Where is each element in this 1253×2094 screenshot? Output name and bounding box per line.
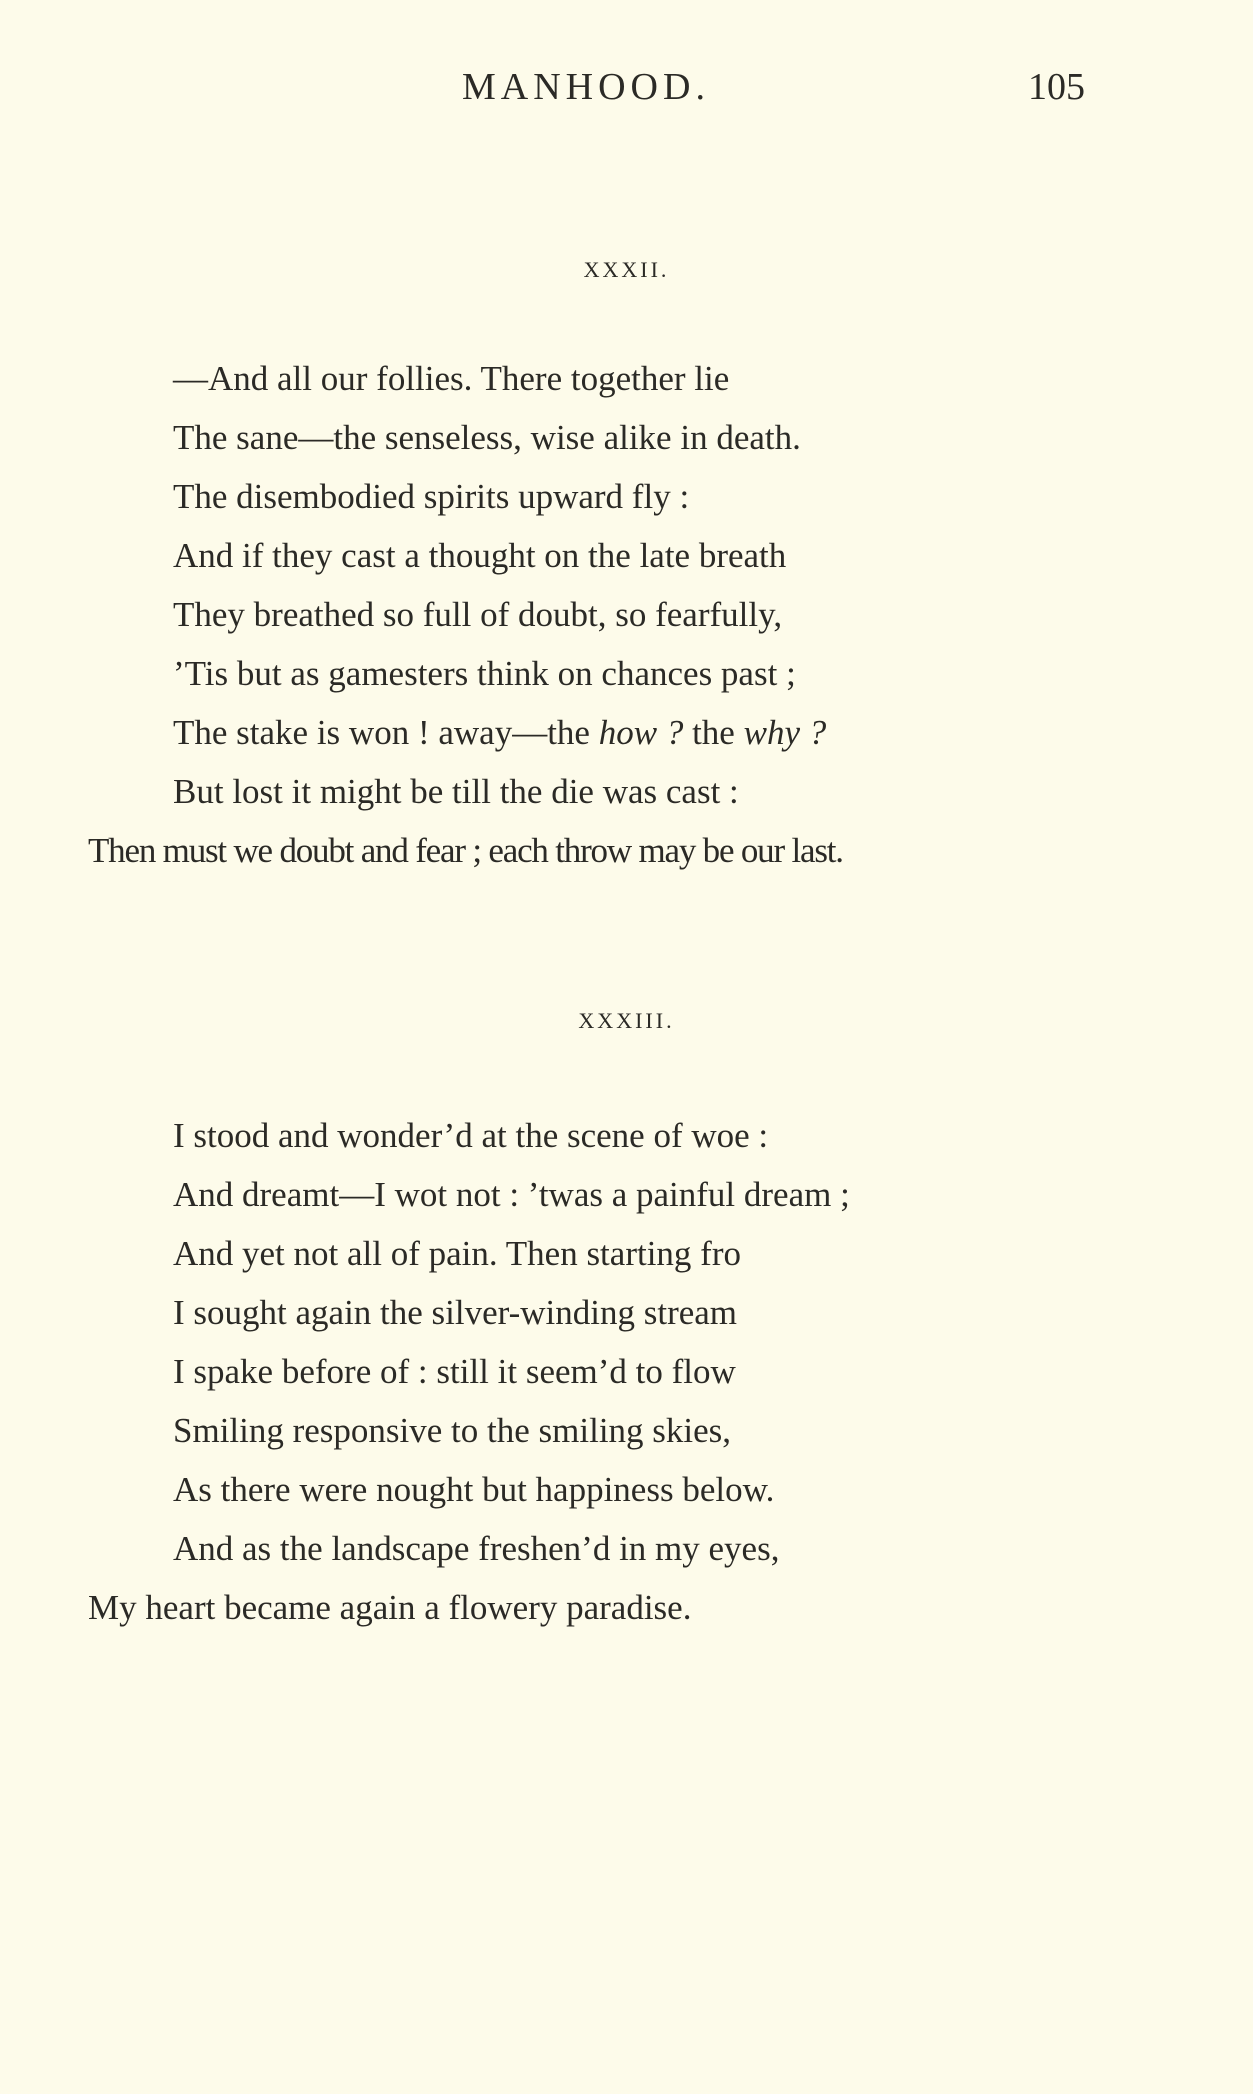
verse-line: ’Tis but as gamesters think on chances past ;	[173, 654, 796, 693]
verse-line: And yet not all of pain. Then starting fro	[173, 1234, 741, 1273]
running-title: MANHOOD.	[462, 66, 710, 108]
verse-line: I stood and wonder’d at the scene of woe :	[173, 1116, 769, 1155]
verse-line: I sought again the silver-winding stream	[173, 1293, 738, 1332]
stanza	[0, 1106, 1253, 1637]
verse-line: And as the landscape freshen’d in my eyes,	[173, 1529, 780, 1568]
verse-line: And dreamt—I wot not : ’twas a painful dream ;	[173, 1175, 850, 1214]
verse-line: Smiling responsive to the smiling skies,	[173, 1411, 732, 1450]
italic-word: why ?	[743, 713, 827, 752]
verse-line: I spake before of : still it seem’d to flow	[173, 1352, 736, 1391]
verse-line	[88, 821, 1253, 880]
verse-line: My heart became again a flowery paradise.	[88, 1588, 692, 1627]
verse-text: Then must we doubt and fear ; each throw may be our last.	[88, 831, 843, 870]
stanza-number: XXXII.	[583, 257, 670, 282]
running-head	[0, 62, 1253, 112]
verse-line: The disembodied spirits upward fly :	[173, 477, 690, 516]
verse-line: But lost it might be till the die was cast :	[173, 772, 739, 811]
verse-line: And if they cast a thought on the late breath	[173, 536, 787, 575]
verse-line: The sane—the senseless, wise alike in death.	[173, 418, 801, 457]
page-number: 105	[1028, 66, 1085, 108]
stanza-number: XXXIII.	[578, 1008, 675, 1033]
verse-line	[173, 703, 1253, 762]
verse-line: They breathed so full of doubt, so fearfully,	[173, 595, 783, 634]
italic-word: how ?	[598, 713, 684, 752]
verse-line: —And all our follies. There together lie	[173, 359, 730, 398]
verse-text: The stake is won ! away—the	[173, 713, 599, 752]
verse-line: As there were nought but happiness below.	[173, 1470, 775, 1509]
verse-text: the	[683, 713, 744, 752]
stanza	[0, 349, 1253, 880]
